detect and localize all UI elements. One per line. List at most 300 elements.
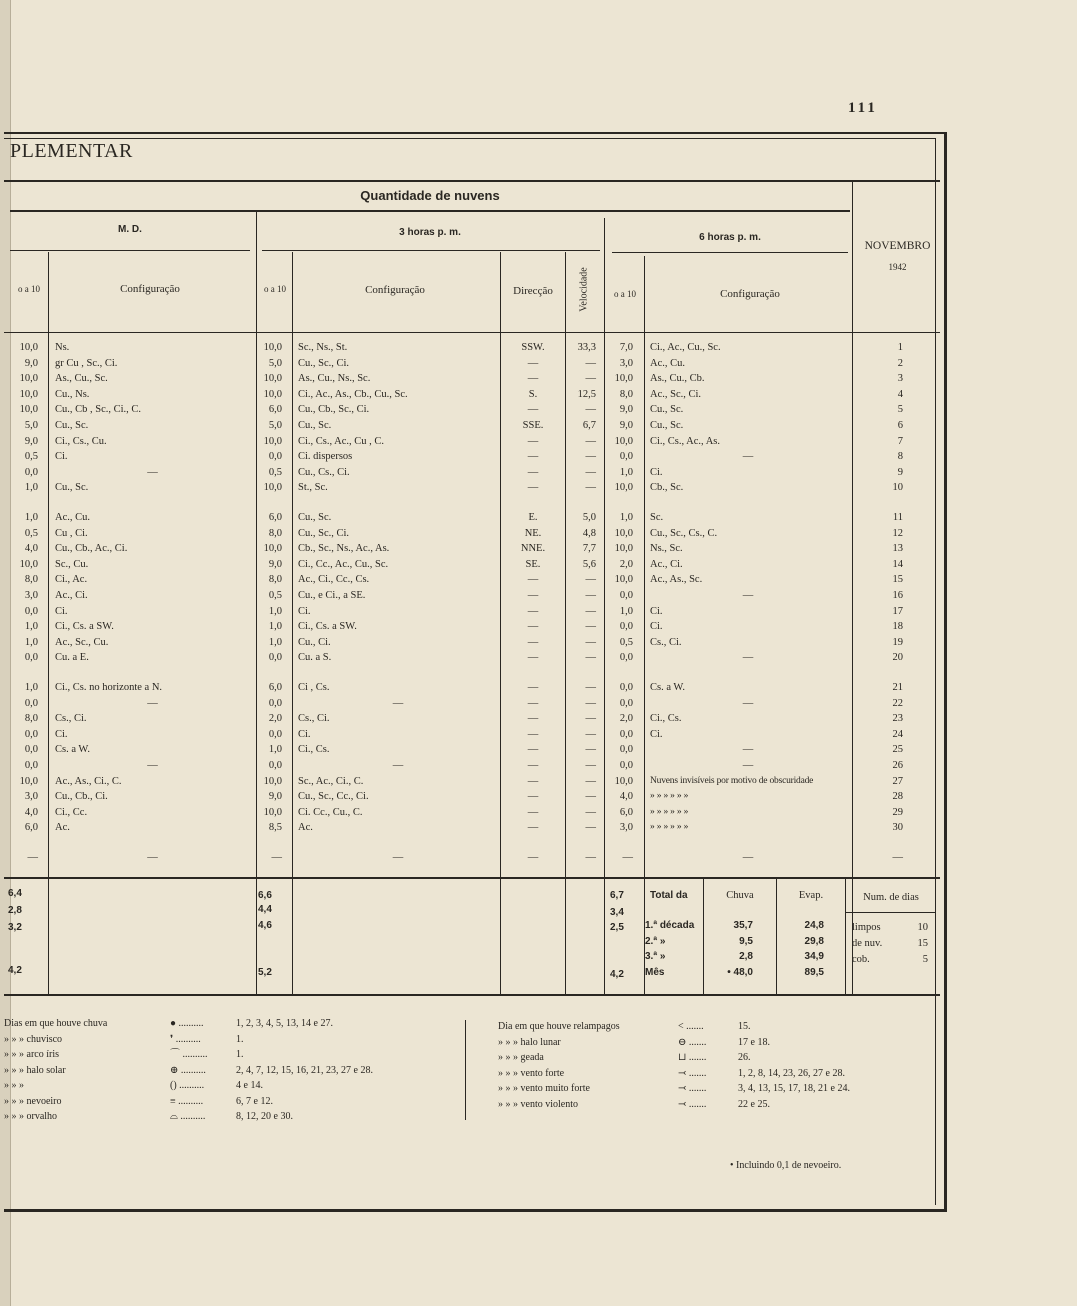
vline-md xyxy=(48,252,49,994)
pm3-config: Ac., Ci., Cc., Cs. xyxy=(298,574,370,586)
pm6-value: — xyxy=(622,852,633,863)
pm3-value: 1,0 xyxy=(268,621,282,633)
direction: — xyxy=(527,621,539,633)
velocity: 5,6 xyxy=(582,558,596,570)
pm6-config: Cs., Ci. xyxy=(650,636,682,648)
decade-rain: • 48,0 xyxy=(727,966,753,978)
group-rule xyxy=(10,210,850,212)
decade-evap: 29,8 xyxy=(804,935,824,947)
pm3-value: 8,0 xyxy=(268,527,282,539)
pm3-value: 9,0 xyxy=(268,558,282,570)
pm3-config: Ac. xyxy=(298,822,313,834)
direction: — xyxy=(527,373,539,385)
velocity: 7,7 xyxy=(582,543,596,555)
direction: — xyxy=(527,822,539,834)
md-config: — xyxy=(147,760,158,771)
day-number: 21 xyxy=(892,682,903,693)
md-config: Ci. xyxy=(55,451,68,463)
totals-top-rule xyxy=(4,877,940,879)
md-value: — xyxy=(27,852,38,863)
note-right-label: Dia em que houve relampagos xyxy=(498,1021,620,1032)
pm6-config: Ci., Ac., Cu., Sc. xyxy=(650,342,721,353)
pm6-value: 0,0 xyxy=(619,697,633,709)
pm6-config: — xyxy=(742,451,754,463)
note-left-label: » » » halo solar xyxy=(4,1064,66,1076)
pm3-value: 0,0 xyxy=(268,697,282,709)
pm6-value: 0,0 xyxy=(619,621,633,633)
decade-rain: 9,5 xyxy=(739,935,753,947)
day-number: — xyxy=(892,852,903,863)
md-value: 10,0 xyxy=(19,775,38,787)
pm3-config: Ci. xyxy=(298,728,311,740)
md-config: Cu., Sc. xyxy=(55,420,89,431)
md-config: — xyxy=(147,466,158,478)
velocity: — xyxy=(585,451,596,463)
md-scale-header: o a 10 xyxy=(18,284,40,294)
pm3-value: 10,0 xyxy=(263,388,282,400)
pm6-config: Ac., Ci. xyxy=(650,558,683,570)
pm3-config: Cu. a S. xyxy=(298,652,332,664)
md-value: 1,0 xyxy=(24,621,38,633)
pm3-config: — xyxy=(392,760,404,771)
day-number: 22 xyxy=(892,697,903,709)
note-left-value: 1. xyxy=(236,1033,244,1045)
velocity: — xyxy=(585,806,596,818)
pm3-value: 5,0 xyxy=(268,357,282,369)
direction: — xyxy=(527,697,539,709)
velocity: — xyxy=(585,574,596,586)
pm3-value: 10,0 xyxy=(263,482,282,494)
velocity: — xyxy=(585,652,596,664)
md-total: 6,4 xyxy=(8,888,22,899)
md-value: 1,0 xyxy=(24,482,38,494)
md-value: 10,0 xyxy=(19,388,38,400)
note-right-label: » » » vento violento xyxy=(498,1098,578,1110)
velocity: — xyxy=(585,713,596,725)
pm3-value: 5,0 xyxy=(268,420,282,431)
day-number: 15 xyxy=(892,574,903,586)
pm6-config: Cs. a W. xyxy=(650,682,686,693)
direction: — xyxy=(527,728,539,740)
day-number: 14 xyxy=(892,558,903,570)
days-label: cob. xyxy=(852,954,870,965)
md-value: 10,0 xyxy=(19,558,38,570)
direction: — xyxy=(527,652,539,664)
direction: — xyxy=(527,744,539,756)
footnote: • Incluindo 0,1 de nevoeiro. xyxy=(730,1160,842,1171)
pm3-label: 3 horas p. m. xyxy=(399,227,461,238)
velocity: — xyxy=(585,728,596,740)
direction: NE. xyxy=(524,527,542,539)
day-number: 20 xyxy=(892,652,903,664)
pm3-value: 6,0 xyxy=(268,404,282,416)
total-label: Total da xyxy=(650,890,688,901)
velocity: — xyxy=(585,760,596,771)
direction: SE. xyxy=(525,558,541,570)
decade-evap: 89,5 xyxy=(804,966,824,978)
pm6-scale-header: o a 10 xyxy=(614,289,636,299)
md-config: Cu , Ci. xyxy=(55,527,88,539)
md-rule xyxy=(10,250,250,251)
pm3-total: 4,4 xyxy=(258,904,272,915)
md-config: — xyxy=(147,852,158,863)
pm6-value: 0,0 xyxy=(619,744,633,756)
pm6-config-header: Configuração xyxy=(720,288,780,300)
decade-rain: 35,7 xyxy=(733,920,753,931)
md-value: 10,0 xyxy=(19,373,38,385)
pm6-config: As., Cu., Cb. xyxy=(650,373,705,385)
pm6-value: 0,0 xyxy=(619,590,633,601)
pm3-total: 6,6 xyxy=(258,890,272,901)
pm3-config: Cu., Sc., Ci. xyxy=(298,357,350,369)
pm3-config: Cs., Ci. xyxy=(298,713,330,725)
pm6-config: Ac., Sc., Ci. xyxy=(650,388,702,400)
md-value: 0,0 xyxy=(24,760,38,771)
pm6-value: 10,0 xyxy=(614,574,633,586)
day-number: 1 xyxy=(897,342,903,353)
day-number: 12 xyxy=(892,527,903,539)
velocity: 12,5 xyxy=(577,388,596,400)
day-number: 4 xyxy=(897,388,903,400)
direction: — xyxy=(527,466,539,478)
pm3-value: 8,0 xyxy=(268,574,282,586)
velocity: — xyxy=(585,357,596,369)
velocity: — xyxy=(585,466,596,478)
pm6-config: Ac., Cu. xyxy=(650,357,685,369)
pm6-rule xyxy=(612,252,848,253)
md-config: Cu., Cb., Ci. xyxy=(55,791,108,803)
note-right-symbol: ⤙ ....... xyxy=(678,1067,707,1079)
velocity: — xyxy=(585,590,596,601)
direction: — xyxy=(527,760,539,771)
pm6-value: 1,0 xyxy=(619,512,633,523)
direction: — xyxy=(527,636,539,648)
md-value: 3,0 xyxy=(24,791,38,803)
pm6-value: 0,0 xyxy=(619,451,633,463)
direction: — xyxy=(527,482,539,494)
md-value: 10,0 xyxy=(19,342,38,353)
md-config: Cu., Cb., Ac., Ci. xyxy=(55,543,128,555)
direction: — xyxy=(527,852,539,863)
note-left-label: » » » arco íris xyxy=(4,1049,59,1060)
direction: E. xyxy=(528,512,538,523)
days-value: 10 xyxy=(917,922,928,933)
md-value: 0,5 xyxy=(24,451,38,463)
note-right-value: 3, 4, 13, 15, 17, 18, 21 e 24. xyxy=(738,1083,850,1094)
md-config: Ac., Ci. xyxy=(55,590,88,601)
pm3-config-header: Configuração xyxy=(365,284,425,296)
days-header: Num. de dias xyxy=(863,892,919,903)
pm3-config: Cu., Sc. xyxy=(298,512,332,523)
md-config: gr Cu , Sc., Ci. xyxy=(55,357,118,369)
md-config: Ci. xyxy=(55,605,68,617)
day-number: 5 xyxy=(897,404,903,416)
pm6-config: » » » » » » xyxy=(650,822,689,833)
day-number: 3 xyxy=(897,373,903,385)
vline-pm3-config xyxy=(292,252,293,994)
days-label: de nuv. xyxy=(852,938,883,949)
pm3-config: St., Sc. xyxy=(298,482,328,494)
pm3-value: 10,0 xyxy=(263,373,282,385)
md-config: Ns. xyxy=(55,342,70,353)
pm6-config: Ci. xyxy=(650,728,663,740)
note-right-symbol: ⤙ ....... xyxy=(678,1083,707,1094)
pm3-config: Ci., Cs. xyxy=(298,744,330,756)
pm3-value: 10,0 xyxy=(263,342,282,353)
days-value: 5 xyxy=(922,954,928,965)
pm3-value: 8,5 xyxy=(268,822,282,834)
pm3-config: Ci. Cc., Cu., C. xyxy=(298,806,363,818)
year-label: 1942 xyxy=(888,262,907,272)
md-value: 4,0 xyxy=(24,543,38,555)
pm6-value: 10,0 xyxy=(614,543,633,555)
direction: — xyxy=(527,404,539,416)
pm6-value: 0,0 xyxy=(619,760,633,771)
pm3-config: Sc., Ac., Ci., C. xyxy=(298,775,364,787)
pm3-config: Cu., Ci. xyxy=(298,636,331,648)
note-right-symbol: < ....... xyxy=(678,1021,704,1032)
pm3-value: 10,0 xyxy=(263,435,282,447)
pm6-config: Ci. xyxy=(650,466,663,478)
note-left-label: » » » orvalho xyxy=(4,1111,58,1122)
pm6-config: Sc. xyxy=(650,512,664,523)
note-left-label: Dias em que houve chuva xyxy=(4,1018,108,1029)
note-left-label: » » » xyxy=(4,1080,24,1091)
pm3-value: 0,0 xyxy=(268,652,282,664)
note-left-value: 8, 12, 20 e 30. xyxy=(236,1111,293,1122)
velocity: — xyxy=(585,775,596,787)
note-left-value: 1. xyxy=(236,1049,244,1060)
day-number: 13 xyxy=(892,543,903,555)
decade-label: Mês xyxy=(645,966,665,978)
velocity: — xyxy=(585,697,596,709)
vline-direction xyxy=(500,252,501,994)
decade-evap: 34,9 xyxy=(804,951,824,963)
group-title: Quantidade de nuvens xyxy=(360,188,500,203)
direction: NNE. xyxy=(520,543,546,555)
decade-label: 1.ª década xyxy=(645,920,695,931)
velocity: — xyxy=(585,373,596,385)
note-left-symbol: () .......... xyxy=(170,1080,205,1091)
pm3-value: 0,5 xyxy=(268,466,282,478)
velocity: — xyxy=(585,482,596,494)
pm6-value: 2,0 xyxy=(619,558,633,570)
note-left-value: 2, 4, 7, 12, 15, 16, 21, 23, 27 e 28. xyxy=(236,1064,373,1076)
pm6-config: — xyxy=(742,652,754,664)
md-value: 6,0 xyxy=(24,822,38,834)
decade-label: 2.ª » xyxy=(645,935,666,947)
md-config: Ac., As., Ci., C. xyxy=(55,775,122,787)
md-config-header: Configuração xyxy=(120,283,180,295)
velocity: — xyxy=(585,744,596,756)
md-value: 5,0 xyxy=(24,420,38,431)
md-value: 3,0 xyxy=(24,590,38,601)
pm3-value: — xyxy=(271,852,282,863)
pm6-value: 10,0 xyxy=(614,373,633,385)
note-left-symbol: ❜ .......... xyxy=(170,1033,201,1045)
md-config: Cu., Cb , Sc., Ci., C. xyxy=(55,404,142,416)
day-number: 17 xyxy=(892,605,903,617)
pm3-rule xyxy=(262,250,600,251)
pm6-value: 10,0 xyxy=(614,775,633,787)
velocity: — xyxy=(585,682,596,693)
pm6-config: — xyxy=(742,744,754,756)
pm6-config: Nuvens invisíveis por motivo de obscuridade xyxy=(650,775,814,786)
md-value: 1,0 xyxy=(24,636,38,648)
pm3-value: 0,5 xyxy=(268,590,282,601)
pm3-config: Cu., Sc., Ci. xyxy=(298,527,350,539)
md-value: 10,0 xyxy=(19,404,38,416)
day-number: 6 xyxy=(897,420,903,431)
note-right-value: 1, 2, 8, 14, 23, 26, 27 e 28. xyxy=(738,1067,845,1079)
note-right-label: » » » vento muito forte xyxy=(498,1083,590,1094)
pm3-value: 10,0 xyxy=(263,775,282,787)
vline-days xyxy=(845,879,846,994)
pm6-value: 10,0 xyxy=(614,435,633,447)
md-config: Cs. a W. xyxy=(55,744,91,756)
pm3-config: Ci., Cc., Ac., Cu., Sc. xyxy=(298,558,389,570)
velocity: — xyxy=(585,605,596,617)
pm6-config: » » » » » » xyxy=(650,791,689,802)
pm6-config: Ci. xyxy=(650,621,663,633)
velocity: — xyxy=(585,852,596,863)
md-config: Ac., Sc., Cu. xyxy=(55,636,109,648)
md-value: 1,0 xyxy=(24,682,38,693)
pm3-config: Cu., e Ci., a SE. xyxy=(298,590,366,601)
direction: — xyxy=(527,590,539,601)
note-right-symbol: ⤙ ....... xyxy=(678,1098,707,1110)
pm3-config: Cu., Cs., Ci. xyxy=(298,466,350,478)
note-right-symbol: ⊔ ....... xyxy=(678,1052,707,1063)
md-value: 0,0 xyxy=(24,605,38,617)
md-value: 0,0 xyxy=(24,697,38,709)
md-config: Ci., Cs. a SW. xyxy=(55,621,114,633)
pm3-value: 1,0 xyxy=(268,605,282,617)
day-number: 10 xyxy=(892,482,903,494)
pm6-total: 3,4 xyxy=(610,907,624,918)
pm6-config: — xyxy=(742,697,754,709)
pm3-config: — xyxy=(392,852,404,863)
pm3-config: Sc., Ns., St. xyxy=(298,342,348,353)
pm3-value: 1,0 xyxy=(268,636,282,648)
md-config: Ac. xyxy=(55,822,70,834)
md-value: 8,0 xyxy=(24,574,38,586)
day-number: 8 xyxy=(897,451,903,463)
pm3-config: Cu., Sc., Cc., Ci. xyxy=(298,791,369,803)
direction-header: Direcção xyxy=(513,285,553,297)
totals-bottom-rule xyxy=(4,994,940,996)
pm6-config: Cu., Sc. xyxy=(650,420,684,431)
pm6-config: Ci. xyxy=(650,605,663,617)
decade-evap: 24,8 xyxy=(804,920,824,931)
day-number: 16 xyxy=(892,590,903,601)
velocity: 6,7 xyxy=(582,420,596,431)
pm6-value: 10,0 xyxy=(614,482,633,494)
md-config: Cu., Sc. xyxy=(55,482,89,494)
pm3-value: 2,0 xyxy=(268,713,282,725)
direction: — xyxy=(527,806,539,818)
note-left-symbol: ⌓ .......... xyxy=(170,1111,206,1122)
pm6-value: 8,0 xyxy=(619,388,633,400)
day-number: 18 xyxy=(892,621,903,633)
note-right-value: 17 e 18. xyxy=(738,1036,770,1048)
days-label: limpos xyxy=(852,922,881,933)
md-total: 3,2 xyxy=(8,922,22,933)
pm6-value: 0,0 xyxy=(619,682,633,693)
direction: SSE. xyxy=(522,420,544,431)
md-config: Ac., Cu. xyxy=(55,512,90,523)
days-value: 15 xyxy=(917,938,928,949)
md-config: As., Cu., Sc. xyxy=(55,373,108,385)
note-left-value: 4 e 14. xyxy=(236,1080,263,1091)
pm6-total: 6,7 xyxy=(610,890,624,901)
md-config: Ci., Cs., Cu. xyxy=(55,435,107,447)
direction: — xyxy=(527,713,539,725)
vline-month xyxy=(852,182,853,994)
rain-header: Chuva xyxy=(726,890,754,901)
pm6-config: Ns., Sc. xyxy=(650,543,683,555)
pm3-config: Cu., Cb., Sc., Ci. xyxy=(298,404,370,416)
header-bottom-rule xyxy=(4,332,940,333)
day-number: 9 xyxy=(897,466,903,478)
md-config: Ci., Cs. no horizonte a N. xyxy=(55,682,163,693)
pm6-config: — xyxy=(742,760,754,771)
vline-pm6-config xyxy=(644,256,645,994)
md-value: 0,0 xyxy=(24,652,38,664)
day-number: 7 xyxy=(897,435,903,447)
pm3-config: Cb., Sc., Ns., Ac., As. xyxy=(298,543,390,555)
note-left-symbol: ≡ .......... xyxy=(170,1095,204,1107)
direction: — xyxy=(527,791,539,803)
velocity: — xyxy=(585,822,596,834)
day-number: 25 xyxy=(892,744,903,756)
evap-header: Evap. xyxy=(798,890,824,901)
md-value: 1,0 xyxy=(24,512,38,523)
velocity: — xyxy=(585,791,596,803)
velocity: — xyxy=(585,404,596,416)
pm3-value: 6,0 xyxy=(268,512,282,523)
day-number: 26 xyxy=(892,760,903,771)
direction: — xyxy=(527,682,539,693)
pm6-value: 1,0 xyxy=(619,605,633,617)
pm3-config: As., Cu., Ns., Sc. xyxy=(298,373,371,385)
md-value: 8,0 xyxy=(24,713,38,725)
velocity: 4,8 xyxy=(582,527,596,539)
pm6-config: Ac., As., Sc. xyxy=(650,574,703,586)
pm6-config: — xyxy=(742,852,754,863)
frame-inner-top xyxy=(4,138,935,139)
direction: — xyxy=(527,605,539,617)
day-number: 28 xyxy=(892,791,903,803)
pm3-config: Cu., Sc. xyxy=(298,420,332,431)
velocity-header: Velocidade xyxy=(578,267,590,312)
note-right-label: » » » geada xyxy=(498,1052,544,1063)
pm6-value: 7,0 xyxy=(619,342,633,353)
note-left-symbol: ● .......... xyxy=(170,1018,204,1029)
direction: SSW. xyxy=(521,342,545,353)
pm3-value: 1,0 xyxy=(268,744,282,756)
pm6-config: Cb., Sc. xyxy=(650,482,684,494)
md-value: 0,0 xyxy=(24,466,38,478)
velocity: — xyxy=(585,621,596,633)
note-right-symbol: ⊖ ....... xyxy=(678,1036,707,1048)
md-config: Ci. xyxy=(55,728,68,740)
md-config: Ci., Ac. xyxy=(55,574,88,586)
day-number: 19 xyxy=(892,636,903,648)
month-label: NOVEMBRO xyxy=(864,240,931,252)
page-number: 111 xyxy=(848,100,878,116)
note-right-value: 22 e 25. xyxy=(738,1098,770,1110)
